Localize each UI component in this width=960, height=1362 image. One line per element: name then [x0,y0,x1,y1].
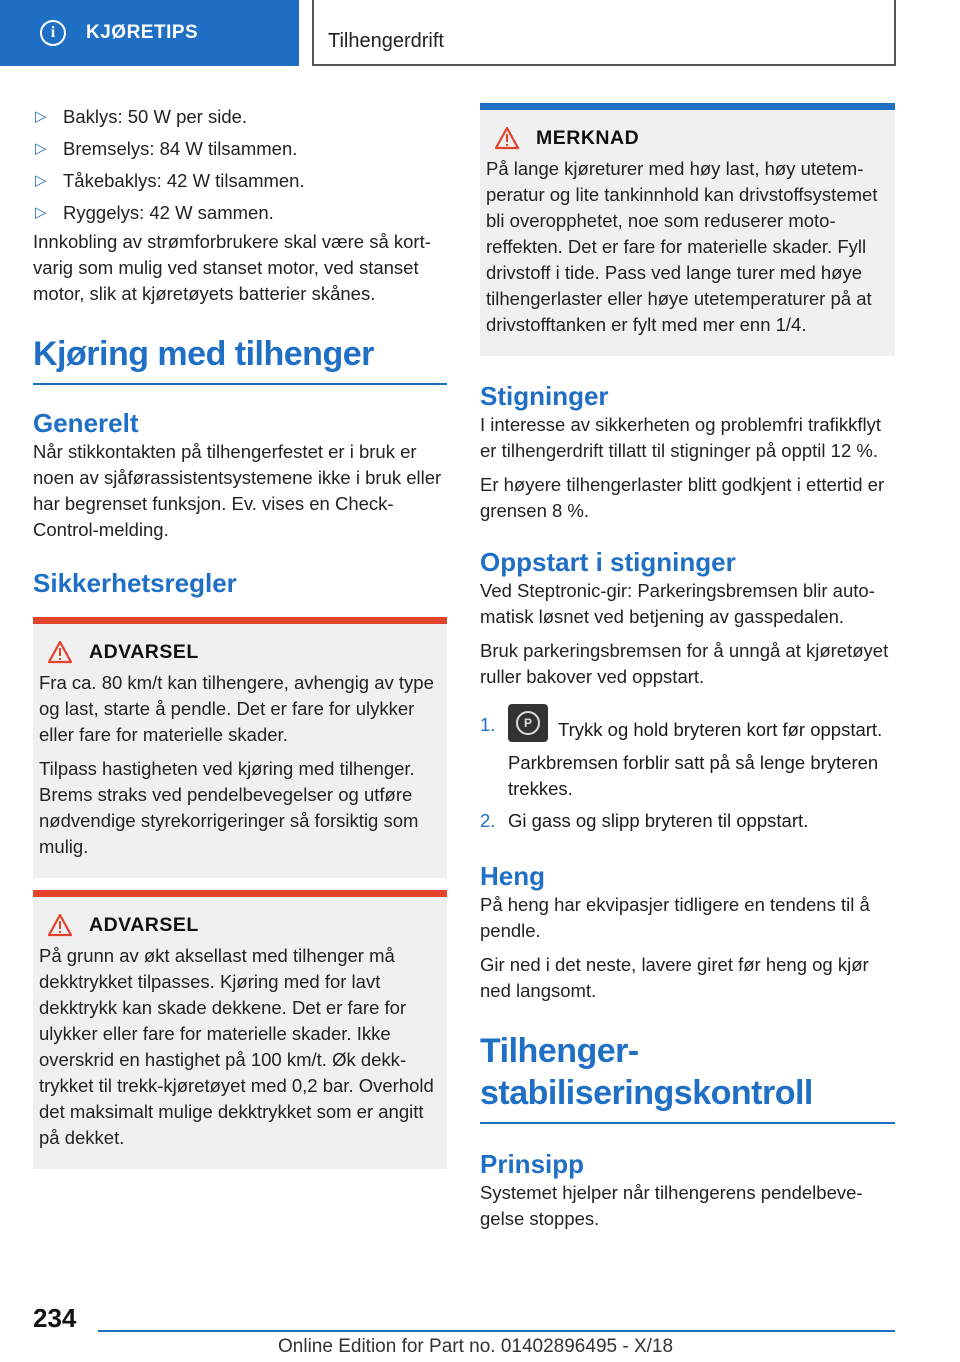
chapter-heading: Kjøring med tilhenger [33,335,374,373]
warning-text: Fra ca. 80 km/t kan tilhengere, avhengig av type og last, starte å pendle. Det er fare for ulykker eller fare for materielle skader. [39,672,434,745]
parking-brake-button-icon: P [508,704,548,742]
note-text: På lange kjøreturer med høy last, høy utetemperatur og lite tankinnhold kan drivstoffsystemet bli overopphetet, noe som reduserer motoreffekten. Det er fare for materielle skader. Fyll drivstoff i tide. Pass ved lange turer med høye tilhengerlaster eller høye utetemperaturer på at drivstofftanken er fylt med mer enn 1/4. [486,158,878,335]
warning-label: ADVARSEL [89,913,199,936]
info-icon: i [40,20,66,46]
list-item: ▷ Ryggelys: 42 W sammen. [33,197,447,229]
warning-box [33,890,447,1169]
chapter-tab-label: KJØRETIPS [86,22,199,43]
triangle-bullet-icon: ▷ [35,140,47,157]
intro-paragraph: Innkobling av strømforbrukere skal være så kortvarig som mulig ved stanset motor, ved stanset motor, slik at kjøretøyets batterier skånes. [33,231,431,304]
triangle-bullet-icon: ▷ [35,108,47,125]
section-title: Tilhengerdrift [328,30,444,52]
warning-text: På grunn av økt aksellast med tilhenger må dekktrykket tilpasses. Kjøring med for lavt dekktrykk kan skade dekkene. Det er fare for ulykker eller fare for materielle skader. Ikke overskrid en hastighet på 100 km/t. Øk dekktrykket til trekk-kjøretøyet med 0,2 bar. Overhold det maksimalt mulige dekktrykket som er angitt på dekket. [39,945,434,1148]
oppstart-paragraph: Ved Steptronic-gir: Parkeringsbremsen blir automatisk løsnet ved betjening av gasspedalen. [480,580,875,627]
list-item: ▷ Baklys: 50 W per side. [33,101,447,133]
generelt-heading: Generelt [33,408,139,438]
sikkerhet-heading: Sikkerhetsregler [33,568,237,598]
bullet-list [33,101,447,229]
chapter-heading: Tilhenger- stabiliseringskontroll [480,1032,813,1112]
footer-rule [98,1330,895,1332]
oppstart-heading: Oppstart i stigninger [480,547,736,577]
warning-triangle-icon [47,913,73,937]
list-item: ▷ Bremselys: 84 W tilsammen. [33,133,447,165]
heading-rule [480,1122,895,1124]
generelt-paragraph: Når stikkontakten på tilhengerfestet er i bruk er noen av sjåførassistentsystemene ikke i bruk eller har begrenset funksjon. Ev. vises en Check-Control-melding. [33,441,442,540]
heng-paragraph: På heng har ekvipasjer tidligere en tendens til å pendle. [480,894,870,941]
heng-heading: Heng [480,861,545,891]
stigninger-heading: Stigninger [480,381,609,411]
heng-paragraph: Gir ned i det neste, lavere giret før heng og kjør ned langsomt. [480,954,869,1001]
oppstart-paragraph: Bruk parkeringsbremsen for å unngå at kjøretøyet ruller bakover ved oppstart. [480,640,889,687]
step-list [480,712,895,834]
prinsipp-paragraph: Systemet hjelper når tilhengerens pendelbevegelse stoppes. [480,1182,863,1229]
triangle-bullet-icon: ▷ [35,204,47,221]
section-header [312,0,896,66]
list-item: 1. P Trykk og hold bryteren kort før oppstart. Parkbremsen forblir satt på så lenge bryteren trekkes. [480,712,895,802]
warning-triangle-icon [494,126,520,150]
chapter-tab [0,0,299,66]
warning-box [33,617,447,878]
warning-text: Tilpass hastigheten ved kjøring med tilhenger. Brems straks ved pendelbevegelser og utføre nødvendige styrekorrigeringer så forsiktig som mulig. [39,758,419,857]
stigninger-paragraph: Er høyere tilhengerlaster blitt godkjent i ettertid er grensen 8 %. [480,474,885,521]
triangle-bullet-icon: ▷ [35,172,47,189]
right-column [480,103,895,1240]
stigninger-paragraph: I interesse av sikkerheten og problemfri trafikkflyt er tilhengerdrift tillatt til stigninger på opptil 12 %. [480,414,881,461]
edition-text: Online Edition for Part no. 01402896495 - X/18 [278,1336,674,1357]
note-box [480,103,895,356]
note-label: MERKNAD [536,126,640,149]
prinsipp-heading: Prinsipp [480,1149,585,1179]
list-item: ▷ Tåkebaklys: 42 W tilsammen. [33,165,447,197]
warning-label: ADVARSEL [89,640,199,663]
list-item: 2. Gi gass og slipp bryteren til oppstart. [480,810,809,831]
page-number: 234 [33,1303,77,1333]
heading-rule [33,383,447,385]
warning-triangle-icon [47,640,73,664]
left-column [33,100,447,1169]
